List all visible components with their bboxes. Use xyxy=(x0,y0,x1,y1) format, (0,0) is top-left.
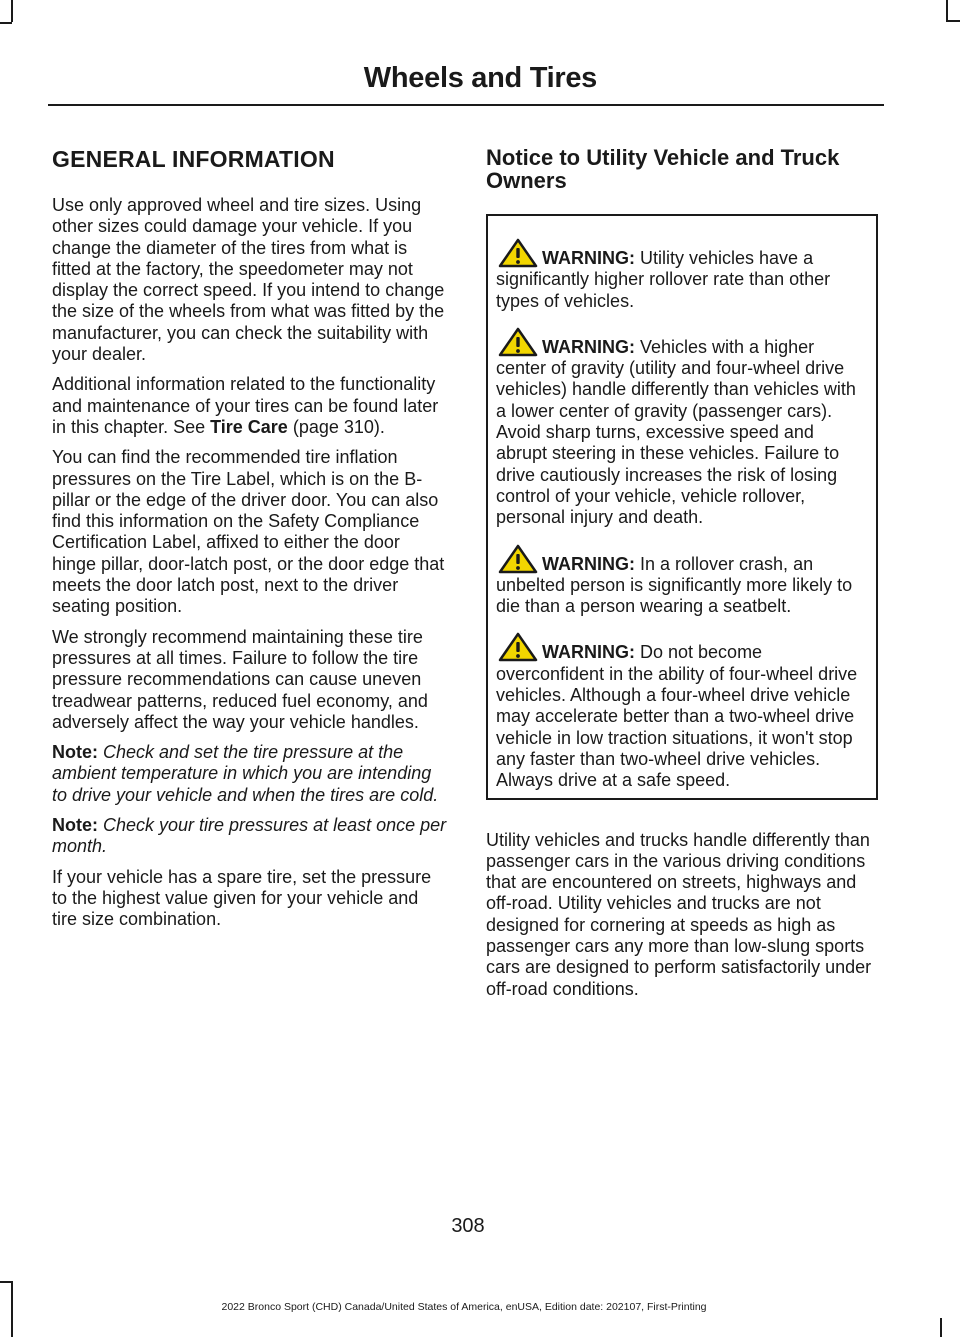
page-number: 308 xyxy=(451,1215,485,1237)
warning-text: Do not become overconfident in the ability of four-wheel drive vehicles. Although a four-wheel drive vehicle may accelerate better than a two-wheel drive vehicle in low traction situations, it won't stop any faster than two-wheel drive vehicles. Always drive at a safe speed. xyxy=(496,642,858,791)
tire-care-link[interactable]: Tire Care xyxy=(210,416,288,437)
warning-text: In a rollover crash, an unbelted person is significantly more likely to die than a person wearing a seatbelt. xyxy=(496,553,853,617)
warning-triangle-icon xyxy=(498,632,538,662)
paragraph-utility-vehicles: Utility vehicles and trucks handle differently than passenger cars in the various driving conditions that are encountered on streets, highways and off-road. Utility vehicles and trucks are not designed for cornering at speeds as high as passenger cars any more than low-slung sports cars are designed to perform satisfactorily under off-road conditions. xyxy=(486,829,872,999)
footer-edition-info: 2022 Bronco Sport (CHD) Canada/United States of America, enUSA, Edition date: 202107, First-Printing xyxy=(221,1301,707,1313)
paragraph-inflation-pressures: You can find the recommended tire inflation pressures on the Tire Label, which is on the B-pillar or the edge of the driver door. You can also find this information on the Safety Compliance Certification Label, affixed to either the door hinge pillar, door-latch post, or the door edge that meets the door latch post, next to the driver seating position. xyxy=(52,447,445,617)
note-label: Note: xyxy=(52,815,98,836)
warning-center-of-gravity xyxy=(496,327,869,529)
warning-triangle-icon xyxy=(498,238,538,268)
right-column xyxy=(486,146,878,1009)
crop-mark xyxy=(940,1318,942,1337)
warning-text: Utility vehicles have a significantly higher rollover rate than other types of vehicles. xyxy=(496,248,831,311)
warning-label: WARNING: xyxy=(542,336,635,357)
crop-mark xyxy=(946,20,960,22)
paragraph-text: Additional information related to the functionality and maintenance of your tires can be found later in this chapter. See xyxy=(52,374,439,437)
paragraph-maintain-pressures: We strongly recommend maintaining these tire pressures at all times. Failure to follow the tire pressure recommendations can cause uneven treadwear patterns, reduced fuel economy, and adversely affect the way your vehicle handles. xyxy=(52,626,428,732)
warning-triangle-icon xyxy=(498,327,538,357)
warning-rollover-crash xyxy=(496,544,869,618)
chapter-title: Wheels and Tires xyxy=(363,62,597,94)
warning-label: WARNING: xyxy=(542,553,635,574)
left-column xyxy=(52,146,448,940)
warning-rollover-rate xyxy=(496,238,869,312)
note-text: Check your tire pressures at least once per month. xyxy=(52,815,447,857)
note-text: Check and set the tire pressure at the ambient temperature in which you are intending to drive your vehicle and when the tires are cold. xyxy=(52,742,439,805)
warning-label: WARNING: xyxy=(542,248,635,268)
subsection-heading: Notice to Utility Vehicle and Truck Owners xyxy=(486,145,840,193)
paragraph-approved-sizes: Use only approved wheel and tire sizes. Using other sizes could damage your vehicle. If you change the diameter of the tires from what is fitted at the factory, the speedometer may not display the correct speed. If you intend to change the size of the wheels from what was fitted by the manufacturer, you can check the suitability with your dealer. xyxy=(52,195,445,365)
note-monthly-check xyxy=(52,815,448,858)
crop-mark xyxy=(946,0,948,20)
warning-text: Vehicles with a higher center of gravity (utility and four-wheel drive vehicles) handle differently than vehicles with a lower center of gravity (passenger cars). Avoid sharp turns, excessive speed and abrupt steering in these vehicles. Failure to drive cautiously increases the risk of losing control of your vehicle, vehicle rollover, personal injury and death. xyxy=(496,336,856,528)
paragraph-additional-info xyxy=(52,374,448,438)
crop-mark xyxy=(0,1281,12,1283)
section-heading: GENERAL INFORMATION xyxy=(52,146,335,172)
header-divider xyxy=(48,104,884,106)
warning-box xyxy=(486,214,878,800)
warning-triangle-icon xyxy=(498,544,538,574)
note-label: Note: xyxy=(52,742,98,763)
paragraph-spare-tire: If your vehicle has a spare tire, set the pressure to the highest value given for your vehicle and tire size combination. xyxy=(52,866,432,930)
note-tire-temperature xyxy=(52,742,448,806)
crop-mark xyxy=(11,0,13,22)
page-reference: (page 310). xyxy=(287,416,385,437)
warning-overconfidence xyxy=(496,632,869,791)
crop-mark xyxy=(0,22,12,24)
warning-label: WARNING: xyxy=(542,642,635,663)
